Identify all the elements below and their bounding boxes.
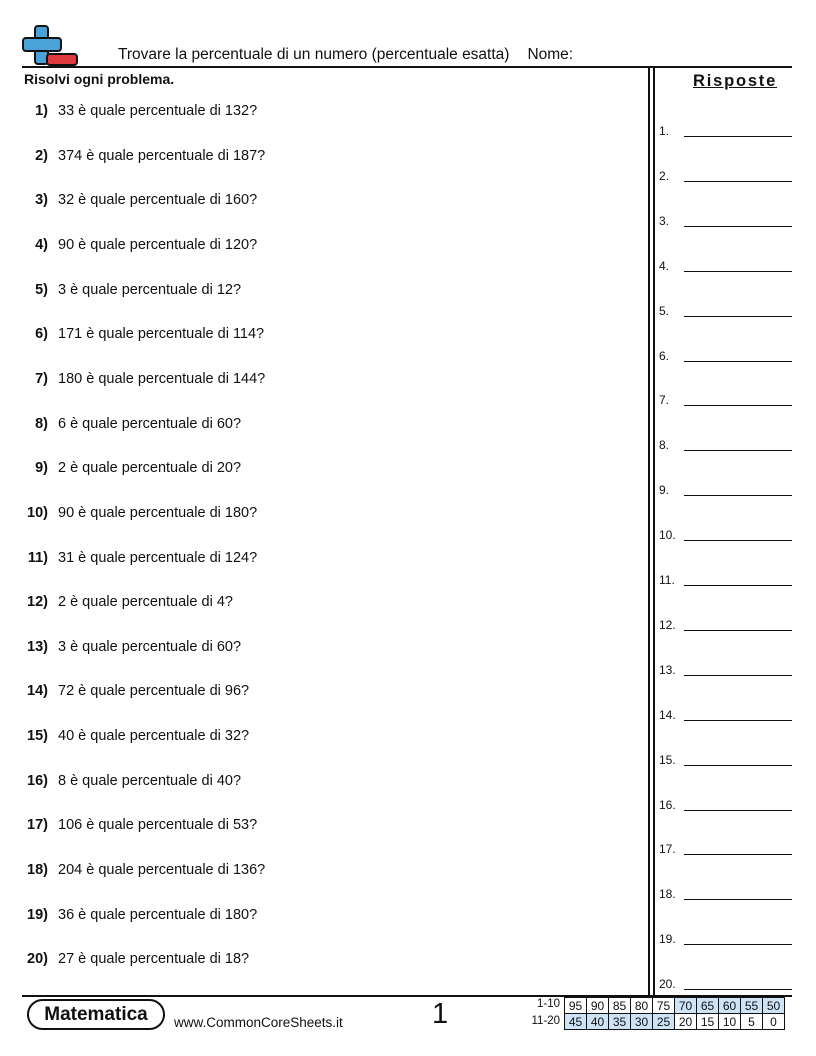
problem-number: 1) xyxy=(35,103,48,119)
score-cell: 60 xyxy=(719,998,741,1014)
problem-item xyxy=(0,503,620,523)
score-row-label: 11-20 xyxy=(531,1015,560,1027)
page-number: 1 xyxy=(432,998,449,1030)
problem-item xyxy=(0,101,620,121)
answer-line[interactable] xyxy=(684,765,792,766)
score-cell: 80 xyxy=(631,998,653,1014)
answer-blank[interactable] xyxy=(659,302,794,320)
answer-line[interactable] xyxy=(684,720,792,721)
problem-number: 12) xyxy=(27,594,48,611)
problem-item xyxy=(0,726,620,746)
score-cell: 5 xyxy=(741,1014,763,1030)
score-cell: 90 xyxy=(587,998,609,1014)
problem-item xyxy=(0,905,620,925)
problem-number: 8) xyxy=(35,415,48,432)
answer-line[interactable] xyxy=(684,181,792,182)
answer-line[interactable] xyxy=(684,989,792,990)
answer-number: 7. xyxy=(659,393,670,408)
answer-blank[interactable] xyxy=(659,885,794,903)
header-divider xyxy=(22,66,792,68)
answer-blank[interactable] xyxy=(659,436,794,454)
answer-line[interactable] xyxy=(684,540,792,541)
answer-line[interactable] xyxy=(684,675,792,676)
answer-number: 13. xyxy=(659,662,676,677)
score-cell: 45 xyxy=(565,1014,587,1030)
problem-text: 2 è quale percentuale di 4? xyxy=(58,594,233,611)
answer-blank[interactable] xyxy=(659,975,794,993)
problem-text: 3 è quale percentuale di 60? xyxy=(58,638,242,655)
problem-item xyxy=(0,815,620,835)
problem-number: 16) xyxy=(27,772,48,789)
problem-text: 6 è quale percentuale di 60? xyxy=(58,415,242,432)
site-url[interactable]: www.CommonCoreSheets.it xyxy=(174,1015,343,1030)
problem-item xyxy=(0,771,620,791)
problem-text: 32 è quale percentuale di 160? xyxy=(58,192,258,209)
problem-item xyxy=(0,414,620,434)
score-row-label: 1-10 xyxy=(536,998,560,1010)
answer-column-divider-left xyxy=(648,68,650,995)
problem-number: 13) xyxy=(27,638,48,655)
answer-number: 14. xyxy=(659,707,676,722)
problem-text: 31 è quale percentuale di 124? xyxy=(58,549,258,566)
answer-line[interactable] xyxy=(684,136,792,137)
answer-line[interactable] xyxy=(684,316,792,317)
answer-blank[interactable] xyxy=(659,481,794,499)
answer-number: 11. xyxy=(659,573,675,587)
problem-number: 5) xyxy=(35,281,48,298)
problem-item xyxy=(0,860,620,880)
answer-blank[interactable] xyxy=(659,796,794,814)
answer-line[interactable] xyxy=(684,495,792,496)
answer-number: 15. xyxy=(659,752,676,767)
problem-item xyxy=(0,324,620,344)
answer-number: 9. xyxy=(659,483,670,498)
worksheet-title xyxy=(118,46,573,64)
score-cell: 30 xyxy=(631,1014,653,1030)
problem-number: 7) xyxy=(35,370,48,387)
problem-text: 2 è quale percentuale di 20? xyxy=(58,460,242,477)
answer-line[interactable] xyxy=(684,585,792,586)
score-cell: 65 xyxy=(697,998,719,1014)
problem-item xyxy=(0,146,620,166)
answer-number: 18. xyxy=(659,887,676,902)
score-table xyxy=(564,997,785,1030)
problem-number: 18) xyxy=(27,862,48,879)
answer-number: 19. xyxy=(659,932,676,947)
problem-number: 19) xyxy=(27,906,48,923)
problem-item xyxy=(0,637,620,657)
problem-item xyxy=(0,458,620,478)
problem-text: 27 è quale percentuale di 18? xyxy=(58,951,250,968)
answer-blank[interactable] xyxy=(659,122,794,140)
problem-number: 9) xyxy=(35,460,48,477)
problem-text: 36 è quale percentuale di 180? xyxy=(58,906,258,923)
answer-blank[interactable] xyxy=(659,212,794,230)
score-cell: 25 xyxy=(653,1014,675,1030)
problem-item xyxy=(0,548,620,568)
problem-number: 4) xyxy=(35,236,48,253)
answer-line[interactable] xyxy=(684,361,792,362)
answer-line[interactable] xyxy=(684,405,792,406)
answer-blank[interactable] xyxy=(659,347,794,365)
answer-line[interactable] xyxy=(684,630,792,631)
answer-line[interactable] xyxy=(684,271,792,272)
problem-text: 106 è quale percentuale di 53? xyxy=(58,817,258,834)
answer-number: 5. xyxy=(659,303,670,318)
answer-blank[interactable] xyxy=(659,616,794,634)
answer-line[interactable] xyxy=(684,899,792,900)
answer-blank[interactable] xyxy=(659,661,794,679)
problem-text: 3 è quale percentuale di 12? xyxy=(58,281,242,298)
answer-blank[interactable] xyxy=(659,840,794,858)
problem-number: 11) xyxy=(27,549,48,566)
score-cell: 20 xyxy=(675,1014,697,1030)
answer-number: 8. xyxy=(659,438,670,453)
problem-text: 40 è quale percentuale di 32? xyxy=(58,728,250,745)
answer-blank[interactable] xyxy=(659,930,794,948)
score-cell: 55 xyxy=(741,998,763,1014)
problem-number: 17) xyxy=(27,817,48,834)
problem-text: 33 è quale percentuale di 132? xyxy=(58,103,258,119)
score-cell: 40 xyxy=(587,1014,609,1030)
problem-item xyxy=(0,681,620,701)
score-cell: 35 xyxy=(609,1014,631,1030)
score-cell: 75 xyxy=(653,998,675,1014)
answer-blank[interactable] xyxy=(659,706,794,724)
problem-number: 15) xyxy=(27,728,48,745)
answer-number: 12. xyxy=(659,617,676,632)
plus-minus-logo-icon xyxy=(22,24,80,68)
answer-blank[interactable] xyxy=(659,571,794,589)
problem-text: 180 è quale percentuale di 144? xyxy=(58,370,266,387)
problem-text: 374 è quale percentuale di 187? xyxy=(58,147,266,164)
answer-blank[interactable] xyxy=(659,391,794,409)
title-text: Trovare la percentuale di un numero (percentuale esatta) xyxy=(118,46,510,63)
score-row xyxy=(565,998,785,1014)
score-row xyxy=(565,1014,785,1030)
problem-item xyxy=(0,592,620,612)
problem-number: 3) xyxy=(35,192,48,209)
problem-number: 10) xyxy=(27,504,48,521)
answer-line[interactable] xyxy=(684,450,792,451)
answer-line[interactable] xyxy=(684,944,792,945)
answer-number: 3. xyxy=(659,213,670,228)
answer-number: 16. xyxy=(659,797,676,812)
answer-number: 10. xyxy=(659,528,676,543)
problem-item xyxy=(0,949,620,969)
problem-text: 72 è quale percentuale di 96? xyxy=(58,683,250,700)
answer-column-divider-right xyxy=(653,68,655,995)
problem-text: 8 è quale percentuale di 40? xyxy=(58,772,242,789)
answer-blank[interactable] xyxy=(659,257,794,275)
answer-number: 4. xyxy=(659,258,670,273)
answer-blank[interactable] xyxy=(659,526,794,544)
problem-item xyxy=(0,235,620,255)
problem-number: 6) xyxy=(35,326,48,343)
problem-text: 171 è quale percentuale di 114? xyxy=(58,326,265,343)
answers-heading: Risposte xyxy=(693,72,778,90)
score-cell: 15 xyxy=(697,1014,719,1030)
answer-number: 1. xyxy=(659,124,670,138)
answer-number: 2. xyxy=(659,168,670,183)
score-cell: 95 xyxy=(565,998,587,1014)
instructions: Risolvi ogni problema. xyxy=(24,71,175,87)
problem-text: 90 è quale percentuale di 180? xyxy=(58,504,258,521)
answer-number: 17. xyxy=(659,842,676,857)
answer-number: 20. xyxy=(659,977,676,992)
name-label: Nome: xyxy=(527,46,574,63)
answer-blank[interactable] xyxy=(659,751,794,769)
score-cell: 0 xyxy=(763,1014,785,1030)
score-cell: 70 xyxy=(675,998,697,1014)
problem-number: 2) xyxy=(35,147,48,164)
score-cell: 50 xyxy=(763,998,785,1014)
score-cell: 10 xyxy=(719,1014,741,1030)
problem-text: 90 è quale percentuale di 120? xyxy=(58,236,258,253)
answer-blank[interactable] xyxy=(659,167,794,185)
problem-item xyxy=(0,190,620,210)
score-cell: 85 xyxy=(609,998,631,1014)
problem-text: 204 è quale percentuale di 136? xyxy=(58,862,266,879)
problem-number: 20) xyxy=(27,951,48,968)
answer-line[interactable] xyxy=(684,854,792,855)
brand-badge: Matematica xyxy=(27,999,165,1030)
answer-line[interactable] xyxy=(684,810,792,811)
answer-line[interactable] xyxy=(684,226,792,227)
answer-number: 6. xyxy=(659,348,670,363)
problem-item xyxy=(0,280,620,300)
problem-item xyxy=(0,369,620,389)
problem-number: 14) xyxy=(27,683,48,700)
